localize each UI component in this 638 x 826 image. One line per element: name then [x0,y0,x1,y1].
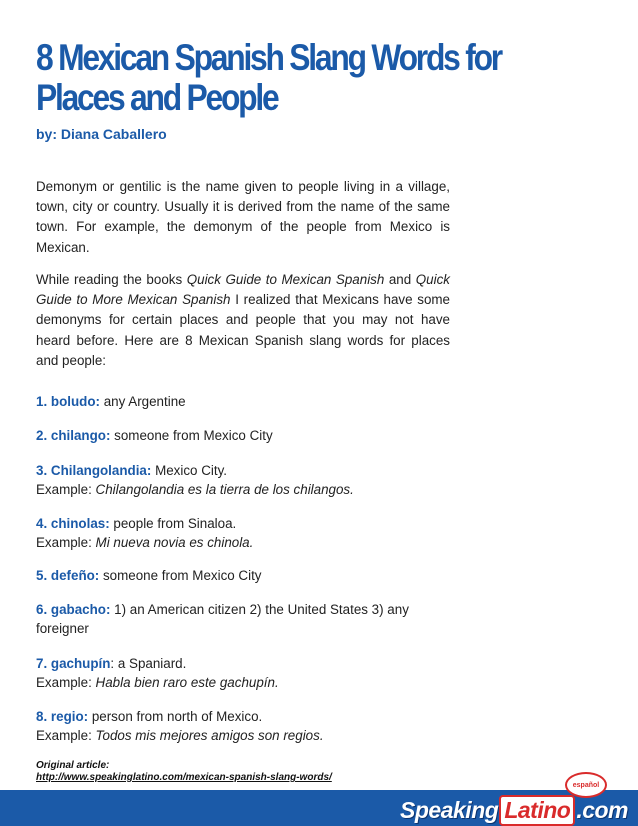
intro-2-text-b: and [384,272,416,287]
source-label: Original article: [36,760,110,771]
article-byline: by: Diana Caballero [36,126,167,142]
brand-speaking: Speaking [400,797,499,823]
example-label: Example: [36,728,96,743]
term-number: 2. [36,428,48,443]
article-title: 8 Mexican Spanish Slang Words for Places and People [36,37,501,118]
term-example [36,726,456,745]
term-item [36,600,456,638]
brand-latino: Latino [499,795,575,826]
term-example [36,480,456,499]
example-label: Example: [36,482,96,497]
brand-logo[interactable] [400,795,628,821]
term-definition: someone from Mexico City [99,568,262,583]
term-number: 1. [36,394,48,409]
intro-2-text-a: While reading the books [36,272,187,287]
intro-paragraph-1: Demonym or gentilic is the name given to people living in a village, town, city or country. Usually it is derived from the name of the same town. For example, the demonym of the people from Mexico is Mexican. [36,179,450,255]
term-item [36,566,456,585]
term-number: 6. [36,602,48,617]
term-item [36,707,456,745]
term-number: 8. [36,709,48,724]
term-item [36,426,456,445]
term-definition: Mexico City. [151,463,227,478]
term-definition: person from north of Mexico. [88,709,263,724]
source-link[interactable]: http://www.speakinglatino.com/mexican-spanish-slang-words/ [36,772,332,783]
term-definition: people from Sinaloa. [109,516,237,531]
term-word: Chilangolandia: [50,463,152,478]
term-word: chilango: [50,428,111,443]
brand-dotcom: .com [576,797,628,823]
term-definition: : a Spaniard. [110,656,187,671]
intro-2-text-c: I realized that Mexicans have some demonyms for certain places and people that you may not have heard before. Here are 8 Mexican Spanish slang words for places and people: [36,292,450,368]
example-text: Habla bien raro este gachupín. [95,675,279,690]
term-word: gachupín [50,656,111,671]
term-word: defeño: [50,568,100,583]
example-label: Example: [36,535,96,550]
term-example [36,673,456,692]
term-number: 5. [36,568,48,583]
example-label: Example: [36,675,96,690]
term-definition: any Argentine [99,394,186,409]
term-word: gabacho: [50,602,111,617]
term-item [36,654,456,692]
term-word: chinolas: [50,516,110,531]
term-word: boludo: [50,394,100,409]
example-text: Mi nueva novia es chinola. [95,535,254,550]
term-number: 7. [36,656,48,671]
term-definition: someone from Mexico City [110,428,273,443]
example-text: Chilangolandia es la tierra de los chilangos. [95,482,354,497]
book-title-2: Quick Guide to More Mexican Spanish [36,272,450,308]
term-example [36,533,456,552]
term-definition: 1) an American citizen 2) the United States 3) any foreigner [36,602,409,636]
term-item [36,392,456,411]
espanol-badge: español [565,772,607,798]
term-word: regio: [50,709,89,724]
book-title-1: Quick Guide to Mexican Spanish [186,272,385,287]
term-item [36,461,456,499]
term-item [36,514,456,552]
term-number: 3. [36,463,48,478]
term-number: 4. [36,516,48,531]
example-text: Todos mis mejores amigos son regios. [95,728,324,743]
intro-paragraph-2 [36,270,450,371]
